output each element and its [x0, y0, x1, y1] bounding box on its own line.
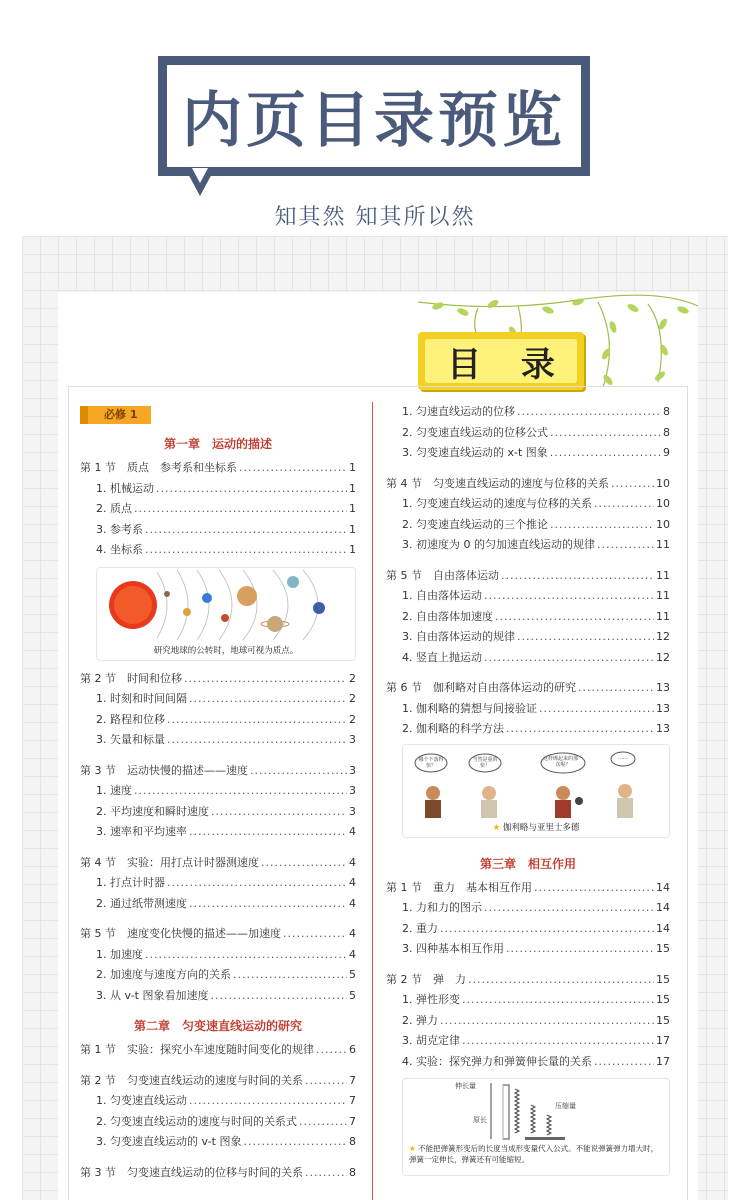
entry-title: 第 2 节 匀变速直线运动的速度与时间的关系 [80, 1073, 303, 1087]
entry-title: 1. 匀变速直线运动 [96, 1094, 187, 1107]
toc-subentry[interactable] [80, 945, 356, 966]
venus-icon [183, 608, 191, 616]
volume-label: 必修 1 [80, 406, 151, 424]
page-number: 4 [349, 947, 356, 961]
entry-title: 第 1 节 质点 参考系和坐标系 [80, 461, 237, 474]
leader-dots [611, 474, 654, 495]
entry-title: 1. 机械运动 [96, 481, 154, 495]
galileo-icon [426, 786, 440, 800]
toc-subentry[interactable] [80, 730, 356, 751]
toc-subentry[interactable] [386, 990, 670, 1011]
leader-dots [506, 939, 654, 960]
entry-title: 第 6 节 伽利略对自由落体运动的研究 [386, 681, 576, 694]
leader-dots [578, 678, 654, 699]
toc-subentry[interactable] [80, 1091, 356, 1112]
page-number: 15 [656, 993, 670, 1006]
leader-dots [184, 669, 347, 690]
galileo-caption: ★ 伽利略与亚里士多德 [492, 822, 580, 833]
page-number: 7 [349, 1094, 356, 1107]
entry-title: 3. 四种基本相互作用 [402, 942, 504, 955]
leader-dots [550, 515, 654, 536]
chapter-title: 第二章 匀变速直线运动的研究 [133, 1019, 302, 1033]
page-number: 3 [349, 733, 356, 746]
toc-subentry[interactable] [386, 1052, 670, 1073]
page-number: 17 [656, 1054, 670, 1068]
entry-title: 2. 质点 [96, 502, 132, 515]
entry-title: 1. 伽利略的猜想与间接验证 [402, 701, 537, 715]
leader-dots [534, 878, 654, 899]
toc-subentry[interactable] [386, 627, 670, 648]
toc-subentry[interactable] [80, 710, 356, 731]
page-number: 3 [349, 784, 356, 797]
galileo-figure [402, 744, 670, 838]
spring-label-compression: 压缩量 [555, 1102, 576, 1110]
entry-title: 2. 伽利略的科学方法 [402, 722, 504, 735]
leader-dots [211, 802, 347, 823]
mercury-icon [164, 591, 170, 597]
entry-title: 1. 匀速直线运动的位移 [402, 405, 515, 418]
leader-dots [134, 781, 347, 802]
page-number: 7 [349, 1114, 356, 1128]
leader-dots [495, 607, 654, 628]
entry-title: 2. 加速度与速度方向的关系 [96, 968, 231, 981]
page-number: 13 [656, 681, 670, 694]
star-icon: ★ [492, 822, 501, 833]
page-number: 11 [656, 609, 670, 623]
page-number: 12 [656, 650, 670, 664]
entry-title: 4. 竖直上抛运动 [402, 650, 482, 664]
leader-dots [550, 423, 661, 444]
entry-title: 3. 参考系 [96, 522, 143, 536]
toc-subentry[interactable] [80, 873, 356, 894]
page-number: 11 [656, 589, 670, 602]
entry-title: 2. 通过纸带测速度 [96, 896, 187, 910]
entry-title: 3. 自由落体运动的规律 [402, 630, 515, 643]
spring-illustration [403, 1079, 659, 1141]
banner-title: 内页目录预览 [182, 86, 566, 156]
earth-icon [202, 593, 212, 603]
page-number: 4 [349, 825, 356, 838]
toc-subentry[interactable] [386, 535, 670, 556]
page-number: 2 [349, 671, 356, 685]
leader-dots [145, 540, 347, 561]
solar-system-illustration [97, 568, 351, 642]
chapter-title: 第一章 运动的描述 [163, 437, 272, 451]
page-number: 14 [656, 880, 670, 894]
toc-section-entry[interactable] [80, 669, 356, 690]
entry-title: 第 3 节 运动快慢的描述——速度 [80, 763, 248, 777]
column-divider [372, 402, 373, 1200]
leader-dots [167, 710, 347, 731]
page-number: 11 [656, 538, 670, 551]
toc-subentry[interactable] [80, 689, 356, 710]
toc-subentry[interactable] [80, 965, 356, 986]
entry-title: 1. 打点计时器 [96, 876, 165, 889]
toc-subentry[interactable] [386, 939, 670, 960]
leader-dots [440, 919, 654, 940]
toc-subentry[interactable] [80, 520, 356, 541]
leader-dots [305, 1071, 347, 1092]
entry-title: 1. 时刻和时间间隔 [96, 692, 187, 705]
toc-subentry[interactable] [386, 443, 670, 464]
toc-section-entry[interactable] [386, 970, 670, 991]
page-number: 1 [349, 502, 356, 515]
toc-heading-tab [418, 332, 584, 390]
entry-title: 2. 平均速度和瞬时速度 [96, 804, 209, 818]
toc-subentry[interactable] [80, 1112, 356, 1133]
entry-title: 1. 加速度 [96, 947, 143, 961]
leader-dots [462, 1031, 654, 1052]
entry-title: 第 4 节 匀变速直线运动的速度与位移的关系 [386, 476, 609, 490]
toc-subentry[interactable] [386, 515, 670, 536]
entry-title: 2. 弹力 [402, 1013, 438, 1027]
page-number: 10 [656, 476, 670, 490]
toc-subentry[interactable] [80, 499, 356, 520]
neptune-icon [313, 602, 325, 614]
leader-dots [134, 499, 347, 520]
toc-subentry[interactable] [80, 894, 356, 915]
entry-title: 3. 从 v-t 图象看加速度 [96, 988, 209, 1002]
page-number: 4 [349, 927, 356, 940]
leader-dots [305, 1163, 347, 1184]
entry-title: 1. 弹性形变 [402, 993, 460, 1006]
entry-title: 第 5 节 速度变化快慢的描述——加速度 [80, 927, 281, 940]
galileo-bubble-4: …… [618, 754, 628, 761]
leader-dots [440, 1011, 654, 1032]
entry-title: 3. 匀变速直线运动的 v-t 图象 [96, 1135, 242, 1148]
page-number: 5 [349, 988, 356, 1002]
leader-dots [233, 965, 347, 986]
aristotle-icon [482, 786, 496, 800]
leader-dots [299, 1112, 347, 1133]
chapter-title: 第三章 相互作用 [479, 856, 576, 871]
page-number: 1 [349, 543, 356, 556]
leader-dots [145, 945, 347, 966]
entry-title: 1. 匀变速直线运动的速度与位移的关系 [402, 497, 592, 510]
page-number: 13 [656, 722, 670, 735]
leader-dots [243, 1132, 347, 1153]
page-number: 1 [349, 522, 356, 536]
leader-dots [261, 853, 347, 874]
page-number: 2 [349, 692, 356, 705]
entry-title: 2. 匀变速直线运动的三个推论 [402, 517, 548, 531]
banner-subtitle: 知其然 知其所以然 [274, 205, 476, 230]
entry-title: 3. 匀变速直线运动的 x-t 图象 [402, 446, 548, 459]
leader-dots [316, 1040, 347, 1061]
page-number: 13 [656, 701, 670, 715]
entry-title: 4. 坐标系 [96, 543, 143, 556]
page-number: 1 [349, 461, 356, 474]
uranus-icon [287, 576, 299, 588]
leader-dots [156, 479, 347, 500]
toc-subentry[interactable] [386, 1031, 670, 1052]
toc-section-entry[interactable] [386, 878, 670, 899]
page-number: 8 [663, 425, 670, 439]
toc-section-entry[interactable] [80, 924, 356, 945]
leader-dots [189, 894, 347, 915]
leader-dots [283, 924, 347, 945]
entry-title: 第 3 节 匀变速直线运动的位移与时间的关系 [80, 1165, 303, 1179]
star-icon: ★ [409, 1144, 416, 1153]
toc-heading: 目 录 [425, 339, 577, 383]
entry-title: 3. 矢量和标量 [96, 733, 165, 746]
toc-section-entry[interactable] [80, 1163, 356, 1184]
entry-title: 3. 速率和平均速率 [96, 825, 187, 838]
toc-subentry[interactable] [386, 607, 670, 628]
entry-title: 4. 实验：探究弹力和弹簧伸长量的关系 [402, 1054, 592, 1068]
page-number: 8 [663, 405, 670, 418]
page-number: 3 [349, 763, 356, 777]
page-number: 3 [349, 804, 356, 818]
toc-subentry[interactable] [386, 586, 670, 607]
entry-title: 第 1 节 实验：探究小车速度随时间变化的规律 [80, 1043, 314, 1056]
toc-subentry[interactable] [386, 494, 670, 515]
toc-section-entry[interactable] [80, 853, 356, 874]
toc-subentry[interactable] [386, 648, 670, 669]
jupiter-icon [237, 586, 257, 606]
toc-subentry[interactable] [80, 822, 356, 843]
entry-title: 3. 初速度为 0 的匀加速直线运动的规律 [402, 538, 595, 551]
toc-subentry[interactable] [386, 402, 670, 423]
toc-subentry[interactable] [386, 699, 670, 720]
entry-title: 2. 路程和位移 [96, 712, 165, 726]
leader-dots [210, 986, 347, 1007]
page-number: 4 [349, 876, 356, 889]
page-number: 8 [349, 1135, 356, 1148]
toc-section-entry[interactable] [386, 474, 670, 495]
toc-section-entry[interactable] [80, 1040, 356, 1061]
toc-subentry[interactable] [80, 1132, 356, 1153]
toc-section-entry[interactable] [80, 1071, 356, 1092]
toc-subentry[interactable] [80, 540, 356, 561]
toc-subentry[interactable] [386, 1011, 670, 1032]
mars-icon [221, 614, 229, 622]
leader-dots [506, 719, 654, 740]
toc-subentry[interactable] [386, 719, 670, 740]
leader-dots [501, 566, 654, 587]
toc-left-column [80, 402, 356, 1183]
toc-right-column [386, 402, 670, 1176]
page-number: 15 [656, 1013, 670, 1027]
leader-dots [594, 1052, 654, 1073]
leader-dots [550, 443, 661, 464]
galileo-bubble-1: 哪个下落得快？ [418, 756, 444, 769]
entry-title: 1. 力和力的图示 [402, 901, 482, 914]
toc-subentry[interactable] [386, 919, 670, 940]
toc-section-entry[interactable] [80, 458, 356, 479]
leader-dots [484, 648, 654, 669]
entry-title: 第 2 节 时间和位移 [80, 671, 182, 685]
page-number: 8 [349, 1165, 356, 1179]
toc-section-entry[interactable] [386, 566, 670, 587]
entry-title: 第 1 节 重力 基本相互作用 [386, 880, 532, 894]
entry-title: 2. 匀变速直线运动的位移公式 [402, 425, 548, 439]
leader-dots [250, 761, 347, 782]
galileo-bubble-3: 这样绑起来的那一次呢？ [543, 755, 584, 768]
page-number: 14 [656, 901, 670, 914]
page-number: 11 [656, 568, 670, 582]
page-number: 2 [349, 712, 356, 726]
toc-subentry[interactable] [80, 781, 356, 802]
galileo-bubble-2: 当然是重的快！ [472, 756, 498, 769]
leader-dots [539, 699, 654, 720]
leader-dots [462, 990, 654, 1011]
leader-dots [189, 822, 347, 843]
leader-dots [239, 458, 347, 479]
page-number: 15 [656, 972, 670, 986]
leader-dots [167, 730, 347, 751]
leader-dots [145, 520, 347, 541]
entry-title: 第 4 节 实验：用打点计时器测速度 [80, 855, 259, 869]
spring-label-original: 原长 [473, 1116, 487, 1124]
toc-subentry[interactable] [386, 423, 670, 444]
spring-figure [402, 1078, 670, 1176]
spring-caption: ★ 不能把弹簧形变后的长度当成形变量代入公式。不能说弹簧弹力增大时，弹簧一定伸长，弹簧还有可能缩短。 [409, 1144, 659, 1164]
page-number: 9 [663, 446, 670, 459]
entry-title: 第 5 节 自由落体运动 [386, 568, 499, 582]
page-number: 12 [656, 630, 670, 643]
page-number: 10 [656, 497, 670, 510]
page-number: 10 [656, 517, 670, 531]
entry-title: 第 2 节 弹 力 [386, 972, 466, 986]
leader-dots [594, 494, 654, 515]
page-number: 4 [349, 855, 356, 869]
page-number: 6 [349, 1043, 356, 1056]
entry-title: 2. 重力 [402, 921, 438, 935]
page-number: 14 [656, 921, 670, 935]
solar-caption: 研究地球的公转时，地球可视为质点。 [153, 645, 299, 656]
leader-dots [484, 586, 654, 607]
leader-dots [189, 689, 347, 710]
entry-title: 1. 速度 [96, 784, 132, 797]
entry-title: 2. 自由落体加速度 [402, 609, 493, 623]
leader-dots [517, 627, 654, 648]
page-number: 7 [349, 1073, 356, 1087]
solar-system-figure [96, 567, 356, 661]
entry-title: 1. 自由落体运动 [402, 589, 482, 602]
toc-subentry[interactable] [386, 898, 670, 919]
page-number: 4 [349, 896, 356, 910]
leader-dots [468, 970, 654, 991]
page-number: 5 [349, 968, 356, 981]
leader-dots [189, 1091, 347, 1112]
toc-subentry[interactable] [80, 479, 356, 500]
toc-subentry[interactable] [80, 986, 356, 1007]
entry-title: 3. 胡克定律 [402, 1034, 460, 1047]
spring-label-extension: 伸长量 [455, 1082, 476, 1090]
page-number: 17 [656, 1034, 670, 1047]
entry-title: 2. 匀变速直线运动的速度与时间的关系式 [96, 1114, 297, 1128]
leader-dots [597, 535, 654, 556]
leader-dots [517, 402, 661, 423]
page-number: 1 [349, 481, 356, 495]
toc-section-entry[interactable] [386, 678, 670, 699]
toc-subentry[interactable] [80, 802, 356, 823]
leader-dots [167, 873, 347, 894]
toc-section-entry[interactable] [80, 761, 356, 782]
page-number: 15 [656, 942, 670, 955]
leader-dots [484, 898, 654, 919]
